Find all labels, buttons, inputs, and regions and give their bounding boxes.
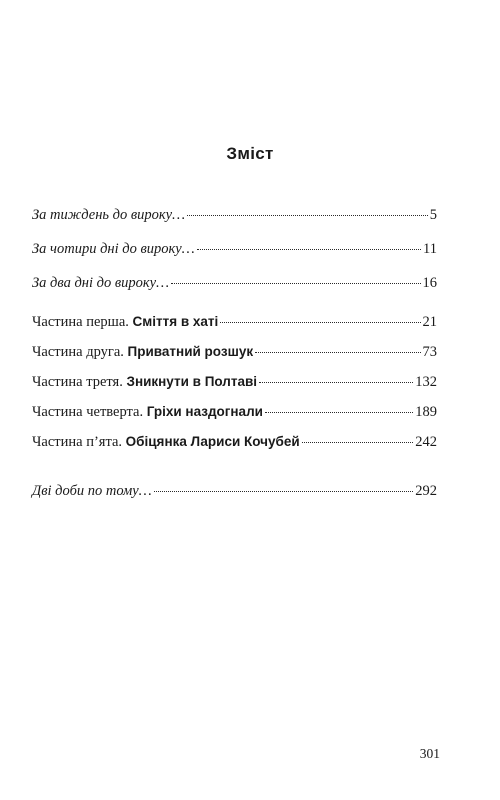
toc-entry-label: [32, 433, 300, 451]
toc-entry-page: 73: [422, 344, 437, 360]
toc-entry-page: 16: [422, 275, 437, 291]
part-title: Приватний розшук: [127, 344, 254, 359]
dot-leader: [220, 322, 420, 323]
toc-entry-prologue-3[interactable]: [32, 274, 437, 292]
toc-entry-page: 11: [423, 241, 437, 257]
part-prefix: Частина третя.: [32, 374, 127, 390]
toc-entry-label: [32, 313, 218, 331]
toc-entry-epilogue-1[interactable]: [32, 482, 437, 500]
dot-leader: [265, 412, 413, 413]
toc-entry-prologue-2[interactable]: [32, 240, 437, 258]
toc-heading: Зміст: [226, 144, 274, 163]
part-prefix: Частина п’ята.: [32, 434, 126, 450]
toc-entry-label: Дві доби по тому…: [32, 483, 152, 499]
toc-entry-page: 21: [422, 314, 437, 330]
dot-leader: [302, 442, 414, 443]
toc-entry-page: 132: [415, 374, 437, 390]
toc-entry-page: 5: [429, 207, 437, 223]
part-prefix: Частина четверта.: [32, 404, 147, 420]
part-title: Гріхи наздогнали: [146, 404, 263, 419]
toc-entry-label: За тиждень до вироку…: [32, 207, 185, 223]
part-prefix: Частина друга.: [32, 344, 128, 360]
toc-entry-part-2[interactable]: [32, 343, 437, 361]
toc-entry-part-4[interactable]: [32, 403, 437, 421]
toc-entry-label: За два дні до вироку…: [32, 275, 170, 291]
part-title: Обіцянка Лариси Кочубей: [125, 434, 300, 449]
toc-entry-part-3[interactable]: [32, 373, 437, 391]
toc-entry-prologue-1[interactable]: [32, 206, 437, 224]
toc-entry-page: 189: [415, 404, 437, 420]
toc-entry-page: 242: [415, 434, 437, 450]
toc-entry-label: За чотири дні до вироку…: [32, 241, 195, 257]
toc-entry-part-5[interactable]: [32, 433, 437, 451]
dot-leader: [187, 215, 428, 216]
dot-leader: [154, 491, 414, 492]
toc-entry-label: [32, 343, 253, 361]
dot-leader: [259, 382, 413, 383]
dot-leader: [255, 352, 420, 353]
part-title: Сміття в хаті: [132, 314, 219, 329]
toc-entry-label: [32, 403, 263, 421]
toc-entry-label: [32, 373, 257, 391]
dot-leader: [197, 249, 421, 250]
toc-entry-part-1[interactable]: [32, 313, 437, 331]
toc-entry-page: 292: [415, 483, 437, 499]
part-prefix: Частина перша.: [32, 314, 133, 330]
page-number: 301: [419, 746, 440, 761]
dot-leader: [171, 283, 420, 284]
part-title: Зникнути в Полтаві: [126, 374, 258, 389]
